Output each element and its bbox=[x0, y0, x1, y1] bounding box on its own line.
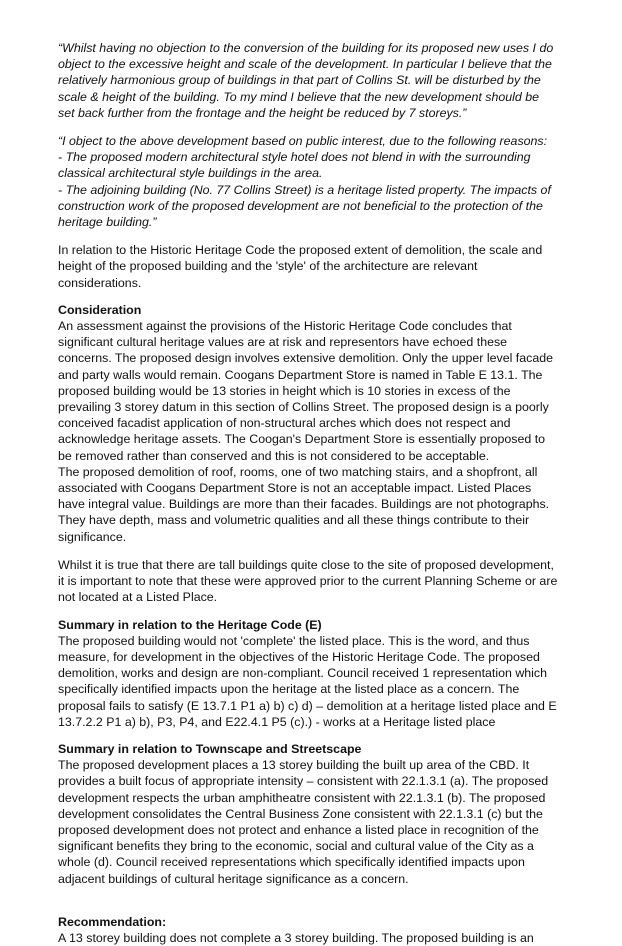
consideration-heading: Consideration bbox=[58, 302, 142, 317]
consideration-paragraph-3: Whilst it is true that there are tall buildings quite close to the site of proposed development, it is important to note that these were approved prior to the current Planning Scheme or are not located at a Listed Place. bbox=[58, 557, 558, 605]
consideration-paragraph-2: The proposed demolition of roof, rooms, one of two matching stairs, and a shopfront, all associated with Coogans Department Store is not an acceptable impact. Listed Places have integral value. Buildings are more than their facades. Buildings are not photographs. They have depth, mass and volumetric qualities and all these things contribute to their significance. bbox=[58, 464, 550, 544]
representor-quote-1: “Whilst having no objection to the conversion of the building for its proposed new uses I do object to the excessive height and scale of the development. In particular I believe that the relatively harmonious group of buildings in that part of Collins St. will be disturbed by the scale & height of the building. To my mind I believe that the new development should be set back further from the frontage and the height be reduced by 7 storeys.” bbox=[58, 41, 554, 120]
townscape-summary-paragraph: The proposed development places a 13 storey building the built up area of the CBD. It provides a built focus of appropriate intensity – consistent with 22.1.3.1 (a). The proposed development respects the urban amphitheatre consistent with 22.1.3.1 (b). The proposed development consolidates the Central Business Zone consistent with 22.1.3.1 (c) but the proposed development does not protect and enhance a listed place in recognition of the significant benefits they bring to the economic, social and cultural value of the City as a whole (d). Council received representations which specifically identified impacts upon adjacent buildings of cultural heritage significance as a concern. bbox=[58, 758, 549, 886]
consideration-paragraph-1: An assessment against the provisions of the Historic Heritage Code concludes that significant cultural heritage values are at risk and representors have echoed these concerns. The proposed design involves extensive demolition. Only the upper level facade and party walls would remain. Coogans Department Store is named in Table E 13.1. The proposed building would be 13 stories in height which is 10 stories in excess of the prevailing 3 storey datum in this section of Collins Street. The proposed design is a poorly conceived facadist application of non-structural arches which does not respect and acknowledge heritage assets. The Coogan's Department Store is essentially proposed to be removed rather than conserved and this is not considered to be acceptable. bbox=[58, 319, 554, 463]
quote-2-item: - The proposed modern architectural style hotel does not blend in with the surrounding classical architectural style buildings in the area. bbox=[58, 150, 531, 181]
representor-quote-2 bbox=[58, 133, 558, 230]
document-page bbox=[58, 40, 558, 946]
recommendation-heading: Recommendation: bbox=[58, 914, 167, 929]
heritage-summary-heading: Summary in relation to the Heritage Code (E) bbox=[58, 617, 322, 632]
townscape-summary-heading: Summary in relation to Townscape and Streetscape bbox=[58, 741, 362, 756]
townscape-summary-section bbox=[58, 741, 558, 887]
quote-2-intro: “I object to the above development based on public interest, due to the following reasons: bbox=[58, 134, 548, 149]
recommendation-paragraph: A 13 storey building does not complete a 3 storey building. The proposed building is an bbox=[58, 930, 534, 945]
heritage-summary-section bbox=[58, 617, 558, 730]
recommendation-section bbox=[58, 914, 558, 946]
quote-2-item: - The adjoining building (No. 77 Collins Street) is a heritage listed property. The impacts of construction work of the proposed development are not beneficial to the protection of the heritage building.” bbox=[58, 182, 551, 230]
relation-paragraph: In relation to the Historic Heritage Code the proposed extent of demolition, the scale and height of the proposed building and the 'style' of the architecture are relevant considerations. bbox=[58, 243, 543, 290]
heritage-summary-paragraph: The proposed building would not 'complete' the listed place. This is the word, and thus measure, for development in the objectives of the Historic Heritage Code. The proposed demolition, works and design are non-compliant. Council received 1 representation which specifically identified impacts upon the heritage at the listed place as a concern. The proposal fails to satisfy (E 13.7.1 P1 a) b) c) d) – demolition at a heritage listed place and E 13.7.2.2 P1 a) b), P3, P4, and E22.4.1 P5 (c).) - works at a Heritage listed place bbox=[58, 633, 557, 729]
consideration-section bbox=[58, 302, 558, 606]
